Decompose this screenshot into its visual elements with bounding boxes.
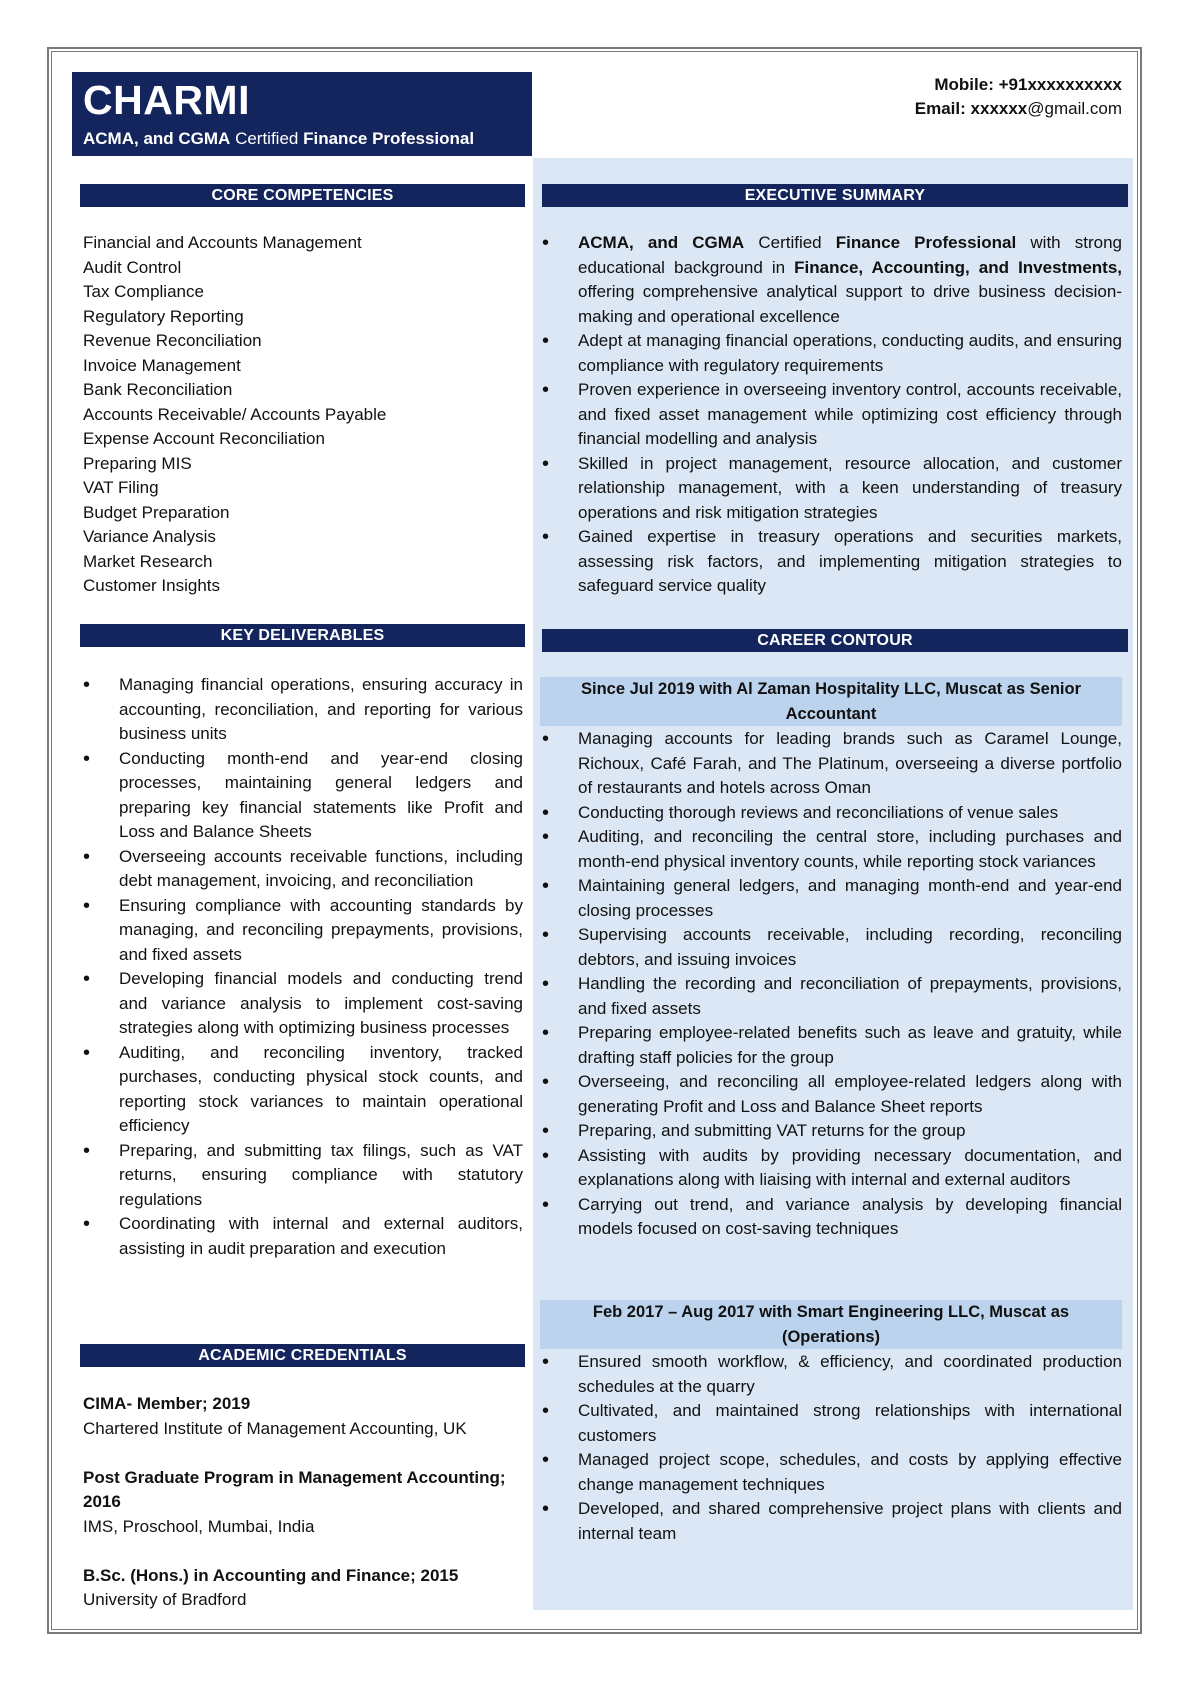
role-item: • Developed, and shared comprehensive project plans with clients and internal team bbox=[542, 1497, 1122, 1546]
role-item: • Auditing, and reconciling the central store, including purchases and month-end physical inventory counts, while reporting stock variances bbox=[542, 825, 1122, 874]
deliverable-item: • Conducting month-end and year-end closing processes, maintaining general ledgers and preparing key financial statements like Profit and Loss and Balance Sheets bbox=[83, 747, 523, 845]
academic-credentials-section bbox=[83, 1392, 523, 1637]
competency-item: Bank Reconciliation bbox=[83, 380, 233, 399]
deliverables-list bbox=[83, 673, 523, 1261]
deliverable-item: • Ensuring compliance with accounting standards by managing, and reconciling prepayments, provisions, and fixed assets bbox=[83, 894, 523, 968]
role-item: • Assisting with audits by providing necessary documentation, and explanations along with liaising with internal and external auditors bbox=[542, 1144, 1122, 1193]
competency-item: Accounts Receivable/ Accounts Payable bbox=[83, 404, 387, 424]
summary-item: • Adept at managing financial operations, conducting audits, and ensuring compliance with regulatory requirements bbox=[542, 329, 1122, 378]
email-user: xxxxxx bbox=[970, 99, 1028, 118]
deliverable-item: • Coordinating with internal and external auditors, assisting in audit preparation and execution bbox=[83, 1212, 523, 1261]
role-item: • Overseeing, and reconciling all employee-related ledgers along with generating Profit and Loss and Balance Sheet reports bbox=[542, 1070, 1122, 1119]
email-domain: @gmail.com bbox=[1027, 99, 1122, 118]
summary-text: offering comprehensive analytical support to drive business decision-making and operational excellence bbox=[578, 282, 1122, 326]
summary-item: • Skilled in project management, resource allocation, and customer relationship management, with a keen understanding of treasury operations and risk mitigation strategies bbox=[542, 452, 1122, 526]
competency-item: Invoice Management bbox=[83, 355, 241, 375]
role-item: • Handling the recording and reconciliation of prepayments, provisions, and fixed assets bbox=[542, 972, 1122, 1021]
competency-item: VAT Filing bbox=[83, 478, 159, 497]
mobile-value: +91xxxxxxxxxx bbox=[998, 75, 1122, 94]
summary-fields: Finance, Accounting, and Investments, bbox=[794, 257, 1122, 277]
summary-role: Finance Professional bbox=[835, 233, 1017, 252]
competency-item: Preparing MIS bbox=[83, 453, 192, 473]
title-role: Finance Professional bbox=[303, 129, 475, 148]
role-item: • Managing accounts for leading brands such as Caramel Lounge, Richoux, Café Farah, and The Platinum, overseeing a diverse portfolio of restaurants and hotels across Oman bbox=[542, 727, 1122, 801]
competency-item: Audit Control bbox=[83, 257, 182, 277]
role-bullets bbox=[542, 1350, 1122, 1546]
mobile-label: Mobile: bbox=[934, 75, 994, 94]
role-item: • Maintaining general ledgers, and managing month-end and year-end closing processes bbox=[542, 874, 1122, 923]
competency-item: Expense Account Reconciliation bbox=[83, 429, 325, 448]
summary-item: • Gained expertise in treasury operations and securities markets, assessing risk factors, and implementing mitigation strategies to safeguard service quality bbox=[542, 525, 1122, 599]
deliverable-item: • Overseeing accounts receivable functions, including debt management, invoicing, and reconciliation bbox=[83, 845, 523, 894]
competency-list bbox=[83, 231, 523, 599]
summary-item bbox=[542, 231, 1122, 329]
executive-summary-heading: EXECUTIVE SUMMARY bbox=[542, 184, 1128, 207]
core-competencies-heading: CORE COMPETENCIES bbox=[80, 184, 525, 207]
education-entry bbox=[83, 1466, 523, 1540]
deliverable-item: • Preparing, and submitting tax filings, such as VAT returns, ensuring compliance with statutory regulations bbox=[83, 1139, 523, 1213]
role-responsibilities bbox=[542, 727, 1122, 1242]
deliverable-item: • Developing financial models and conducting trend and variance analysis to implement cost-saving strategies along with optimizing business processes bbox=[83, 967, 523, 1041]
summary-credentials: ACMA, and CGMA bbox=[578, 233, 745, 252]
competency-item: Regulatory Reporting bbox=[83, 306, 244, 326]
role-item: • Managed project scope, schedules, and costs by applying effective change management techniques bbox=[542, 1448, 1122, 1497]
competency-item: Revenue Reconciliation bbox=[83, 331, 262, 350]
mobile-line bbox=[915, 73, 1122, 97]
competency-item: Budget Preparation bbox=[83, 502, 230, 522]
key-deliverables-heading: KEY DELIVERABLES bbox=[80, 624, 525, 647]
deliverable-item: • Managing financial operations, ensuring accuracy in accounting, reconciliation, and reporting for various business units bbox=[83, 673, 523, 747]
professional-title bbox=[83, 126, 522, 152]
title-certified: Certified bbox=[235, 129, 299, 148]
role-item: • Carrying out trend, and variance analysis by developing financial models focused on cost-saving techniques bbox=[542, 1193, 1122, 1242]
degree-title: B.Sc. (Hons.) in Accounting and Finance; 2015 bbox=[83, 1565, 459, 1585]
role-responsibilities bbox=[542, 1350, 1122, 1546]
competency-item: Customer Insights bbox=[83, 576, 220, 595]
role-item: • Preparing employee-related benefits such as leave and gratuity, while drafting staff policies for the group bbox=[542, 1021, 1122, 1070]
role-heading: Since Jul 2019 with Al Zaman Hospitality LLC, Muscat as Senior Accountant bbox=[540, 677, 1122, 726]
role-bullets bbox=[542, 727, 1122, 1242]
degree-title: Post Graduate Program in Management Accounting; 2016 bbox=[83, 1467, 506, 1511]
academic-credentials-heading: ACADEMIC CREDENTIALS bbox=[80, 1344, 525, 1367]
contact-info bbox=[915, 73, 1122, 121]
competency-item: Variance Analysis bbox=[83, 527, 216, 546]
role-item: • Conducting thorough reviews and reconciliations of venue sales bbox=[542, 801, 1122, 826]
deliverable-item: • Auditing, and reconciling inventory, tracked purchases, conducting physical stock counts, and reporting stock variances to maintain operational efficiency bbox=[83, 1041, 523, 1139]
education-entry bbox=[83, 1564, 523, 1613]
core-competencies-section bbox=[83, 231, 523, 599]
education-entry bbox=[83, 1392, 523, 1441]
title-credentials: ACMA, and CGMA bbox=[83, 129, 231, 148]
degree-title: CIMA- Member; 2019 bbox=[83, 1394, 251, 1413]
executive-summary-section bbox=[542, 231, 1122, 599]
competency-item: Financial and Accounts Management bbox=[83, 233, 362, 252]
competency-item: Market Research bbox=[83, 551, 213, 571]
competency-item: Tax Compliance bbox=[83, 282, 204, 301]
career-contour-heading: CAREER CONTOUR bbox=[542, 629, 1128, 652]
role-item: • Ensured smooth workflow, & efficiency, and coordinated production schedules at the quarry bbox=[542, 1350, 1122, 1399]
summary-item: • Proven experience in overseeing inventory control, accounts receivable, and fixed asset management while optimizing cost efficiency through financial modelling and analysis bbox=[542, 378, 1122, 452]
role-item: • Preparing, and submitting VAT returns for the group bbox=[542, 1119, 1122, 1144]
institution: University of Bradford bbox=[83, 1590, 247, 1609]
institution: Chartered Institute of Management Accounting, UK bbox=[83, 1418, 467, 1438]
email-line bbox=[915, 97, 1122, 121]
summary-list bbox=[542, 231, 1122, 599]
candidate-name: CHARMI bbox=[83, 77, 250, 123]
role-item: • Supervising accounts receivable, including recording, reconciling debtors, and issuing invoices bbox=[542, 923, 1122, 972]
key-deliverables-section bbox=[83, 673, 523, 1261]
summary-text: with strong educational background in bbox=[578, 233, 1123, 277]
name-banner bbox=[72, 72, 532, 156]
institution: IMS, Proschool, Mumbai, India bbox=[83, 1516, 315, 1536]
role-heading: Feb 2017 – Aug 2017 with Smart Engineering LLC, Muscat as (Operations) bbox=[540, 1300, 1122, 1349]
summary-text: Certified bbox=[744, 233, 836, 252]
role-item: • Cultivated, and maintained strong relationships with international customers bbox=[542, 1399, 1122, 1448]
email-label: Email: bbox=[914, 99, 966, 118]
